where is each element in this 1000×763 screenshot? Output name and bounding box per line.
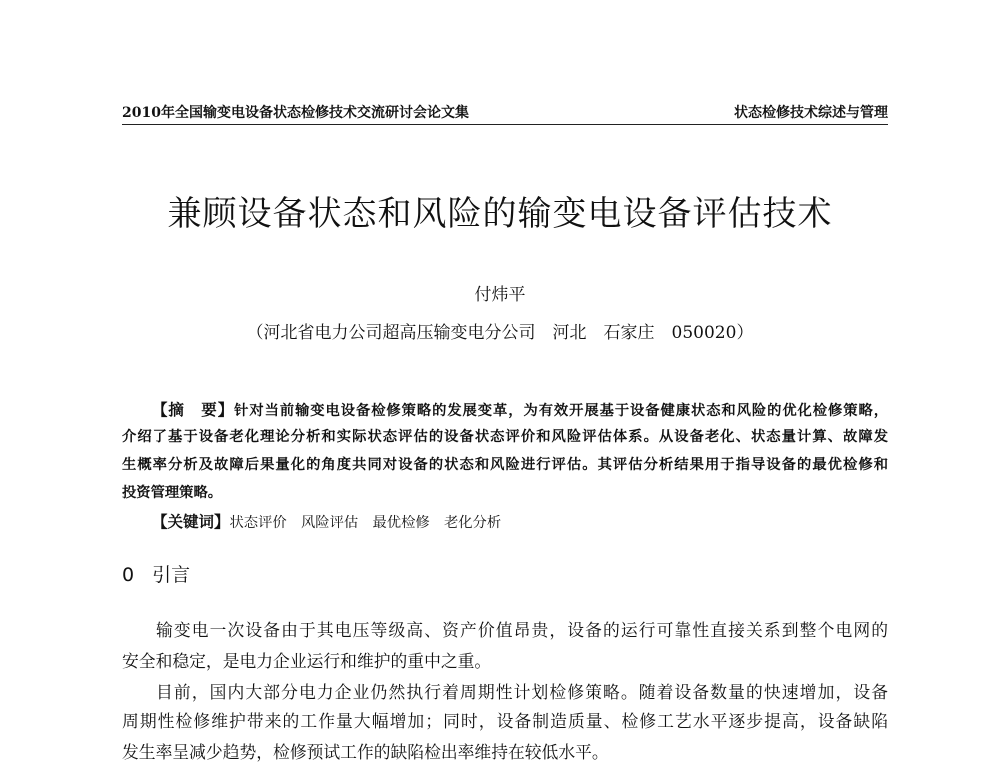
keywords <box>122 510 888 532</box>
author: 付炜平 <box>474 285 526 305</box>
header-proceedings-title: 2010年全国输变电设备状态检修技术交流研讨会论文集 <box>122 105 469 121</box>
abstract-line: 生概率分析及故障后果量化的角度共同对设备的状态和风险进行评估。其评估分析结果用于指导设备的最优检修和 <box>122 457 888 473</box>
abstract-line: 投资管理策略。 <box>122 485 223 501</box>
section-heading: 0 引言 <box>122 564 191 586</box>
header-section-title: 状态检修技术综述与管理 <box>734 105 888 121</box>
keywords-list: 状态评价 风险评估 最优检修 老化分析 <box>229 515 502 531</box>
body-line: 安全和稳定，是电力企业运行和维护的重中之重。 <box>122 651 492 671</box>
body-line: 周期性检修维护带来的工作量大幅增加；同时，设备制造质量、检修工艺水平逐步提高，设备缺陷 <box>122 711 888 731</box>
body-line: 输变电一次设备由于其电压等级高、资产价值昂贵，设备的运行可靠性直接关系到整个电网的 <box>156 620 888 640</box>
body-line: 发生率呈减少趋势，检修预试工作的缺陷检出率维持在较低水平。 <box>122 742 609 762</box>
abstract-label: 【摘 要】 <box>152 400 235 419</box>
keywords-label: 【关键词】 <box>152 512 230 531</box>
affiliation: （河北省电力公司超高压输变电分公司 河北 石家庄 050020） <box>246 323 754 343</box>
abstract-line: 【摘 要】针对当前输变电设备检修策略的发展变革，为有效开展基于设备健康状态和风险的优化检修策略， <box>152 400 888 419</box>
body-line: 目前，国内大部分电力企业仍然执行着周期性计划检修策略。随着设备数量的快速增加，设备 <box>156 682 888 702</box>
abstract-line: 介绍了基于设备老化理论分析和实际状态评估的设备状态评价和风险评估体系。从设备老化、状态量计算、故障发 <box>122 429 888 445</box>
running-header <box>122 100 888 125</box>
paper-title: 兼顾设备状态和风险的输变电设备评估技术 <box>167 194 833 234</box>
